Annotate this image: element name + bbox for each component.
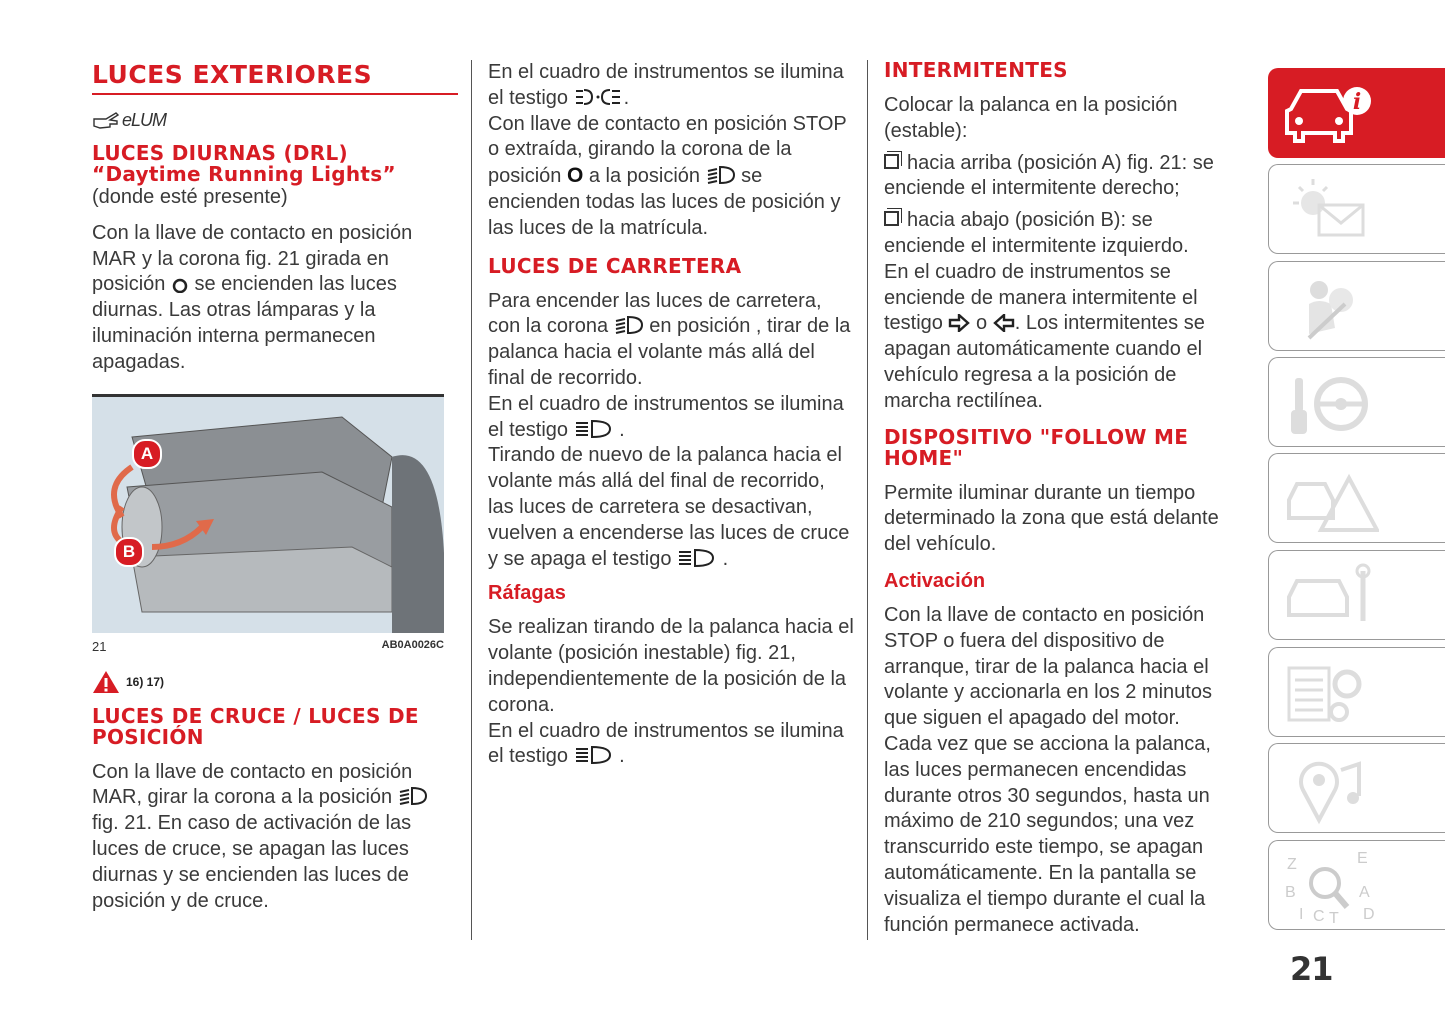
drl-note: (donde esté presente): [92, 186, 288, 208]
list-gear-icon: [1279, 654, 1379, 732]
figure-21: [92, 394, 458, 654]
high-beam-icon: [574, 419, 614, 439]
warning-note: [92, 670, 458, 694]
tab-starting-driving[interactable]: [1268, 357, 1445, 447]
activacion-heading: Activación: [884, 569, 986, 592]
label-a: A: [132, 439, 162, 469]
col2-p2: Con llave de contacto en posición STOP o extraída, girando la corona de la posición O a la posición se encienden todas las luces de posición y las luces de la matrícula.: [488, 112, 847, 239]
section-title: LUCES EXTERIORES: [92, 60, 458, 95]
high-beam-icon: [677, 548, 717, 568]
index-letter: D: [1363, 906, 1375, 923]
tab-lights-messages[interactable]: [1268, 164, 1445, 254]
drl-paragraph: Con la llave de contacto en posición MAR y la corona fig. 21 girada en posición se encienden las luces diurnas. Las otras lámparas y la iluminación interna permanecen apagadas.: [92, 221, 413, 373]
col3-p1: Colocar la palanca en la posición (estable):: [884, 94, 1178, 142]
bullet-icon: [884, 211, 899, 226]
warning-icon: [92, 670, 120, 694]
ring-position-icon: [171, 277, 189, 293]
index-letter: I: [1299, 906, 1304, 923]
index-letter: A: [1359, 884, 1370, 901]
cruce-heading: LUCES DE CRUCE / LUCES DE POSICIÓN: [92, 703, 419, 749]
label-b: B: [114, 537, 144, 567]
col3-p4: Con la llave de contacto en posición STOP o fuera del dispositivo de arranque, tirar de la palanca hacia el volante y accionarla en los 2 minutos que siguen el apagado del motor.: [884, 603, 1212, 730]
carretera-heading: LUCES DE CARRETERA: [488, 253, 742, 278]
column-divider: [471, 60, 472, 940]
tab-index[interactable]: [1268, 840, 1445, 930]
high-beam-icon: [574, 745, 614, 765]
drl-heading: LUCES DIURNAS (DRL) “Daytime Running Lights”: [92, 141, 396, 186]
multimedia-icon: [1279, 750, 1379, 828]
low-beam-icon: [706, 165, 736, 185]
index-letter: T: [1329, 910, 1339, 925]
tab-emergency[interactable]: [1268, 453, 1445, 543]
key-steering-icon: [1279, 364, 1379, 442]
column-divider: [867, 60, 868, 940]
column-3: [884, 60, 1234, 938]
right-arrow-icon: [948, 314, 970, 332]
bullet-left: hacia abajo (posición B): se enciende el intermitente izquierdo.: [884, 209, 1189, 257]
bullet-right: hacia arriba (posición A) fig. 21: se enciende el intermitente derecho;: [884, 151, 1214, 200]
rafagas-heading: Ráfagas: [488, 582, 566, 605]
column-2: [488, 60, 854, 770]
warning-refs[interactable]: 16) 17): [126, 674, 165, 689]
col2-p6: Se realizan tirando de la palanca hacia el volante (posición inestable) fig. 21, independientemente de la posición de la corona.: [488, 616, 854, 716]
col2-p7: En el cuadro de instrumentos se ilumina el testigo .: [488, 719, 844, 768]
index-letter: C: [1313, 908, 1325, 925]
index-search-icon: [1279, 847, 1379, 925]
col2-p5: Tirando de nuevo de la palanca hacia el volante más allá del final de recorrido, las luces de carretera se desactivan, vuelven a encenderse las luces de cruce y se apaga el testigo .: [488, 444, 850, 570]
position-lights-icon: [574, 87, 624, 107]
col2-p4: En el cuadro de instrumentos se ilumina el testigo .: [488, 392, 844, 441]
index-letter: B: [1285, 884, 1296, 901]
tab-maintenance[interactable]: [1268, 550, 1445, 640]
col3-p5: Cada vez que se acciona la palanca, las luces permanecen encendidas durante otros 30 segundos, hasta un máximo de 210 segundos; una vez transcurrido este tiempo, se apagan automáticamente. En la pantalla se visualiza el tiempo durante el cual la función permanece activada.: [884, 732, 1211, 936]
col2-p1: En el cuadro de instrumentos se ilumina el testigo .: [488, 61, 844, 109]
bullet-icon: [884, 154, 899, 169]
pointing-hand-icon: [92, 109, 120, 131]
col3-p3: Permite iluminar durante un tiempo determinado la zona que está delante del vehículo.: [884, 481, 1219, 556]
figure-code: AB0A0026C: [381, 638, 444, 651]
car-info-icon: [1279, 75, 1379, 153]
page-number: 21: [1290, 950, 1333, 988]
intermitentes-heading: INTERMITENTES: [884, 58, 1068, 82]
cruce-paragraph: Con la llave de contacto en posición MAR, girar la corona a la posición fig. 21. En caso de activación de las luces de cruce, se apagan las luces diurnas y se encienden las luces de posición y de cruce.: [92, 760, 458, 915]
tab-multimedia[interactable]: [1268, 743, 1445, 833]
car-wrench-icon: [1279, 557, 1379, 635]
low-beam-icon: [398, 786, 428, 806]
car-warning-icon: [1279, 460, 1379, 538]
figure-number: 21: [92, 638, 107, 654]
airbag-seatbelt-icon: [1279, 268, 1379, 346]
tab-technical-data[interactable]: [1268, 647, 1445, 737]
svg-text:i: i: [1352, 89, 1362, 115]
tab-dashboard-info[interactable]: [1268, 68, 1445, 158]
follow-me-home-heading: DISPOSITIVO "FOLLOW ME HOME": [884, 424, 1189, 470]
light-envelope-icon: [1279, 171, 1379, 249]
left-arrow-icon: [993, 314, 1015, 332]
elum-symbol: [92, 109, 458, 131]
col2-p3: Para encender las luces de carretera, con la corona en posición , tirar de la palanca hacia el volante más allá del final de recorrido.: [488, 289, 851, 389]
index-letter: Z: [1287, 856, 1297, 873]
elum-label: eLUM: [122, 110, 167, 130]
low-beam-icon: [614, 315, 644, 335]
tab-safety[interactable]: [1268, 261, 1445, 351]
stalk-illustration: [92, 394, 444, 633]
col3-p2: En el cuadro de instrumentos se enciende de manera intermitente el testigo o . Los intermitentes se apagan automáticamente cuando el vehículo regresa a la posición de marcha rectilínea.: [884, 260, 1205, 412]
index-letter: E: [1357, 850, 1368, 867]
column-1: [92, 60, 458, 914]
